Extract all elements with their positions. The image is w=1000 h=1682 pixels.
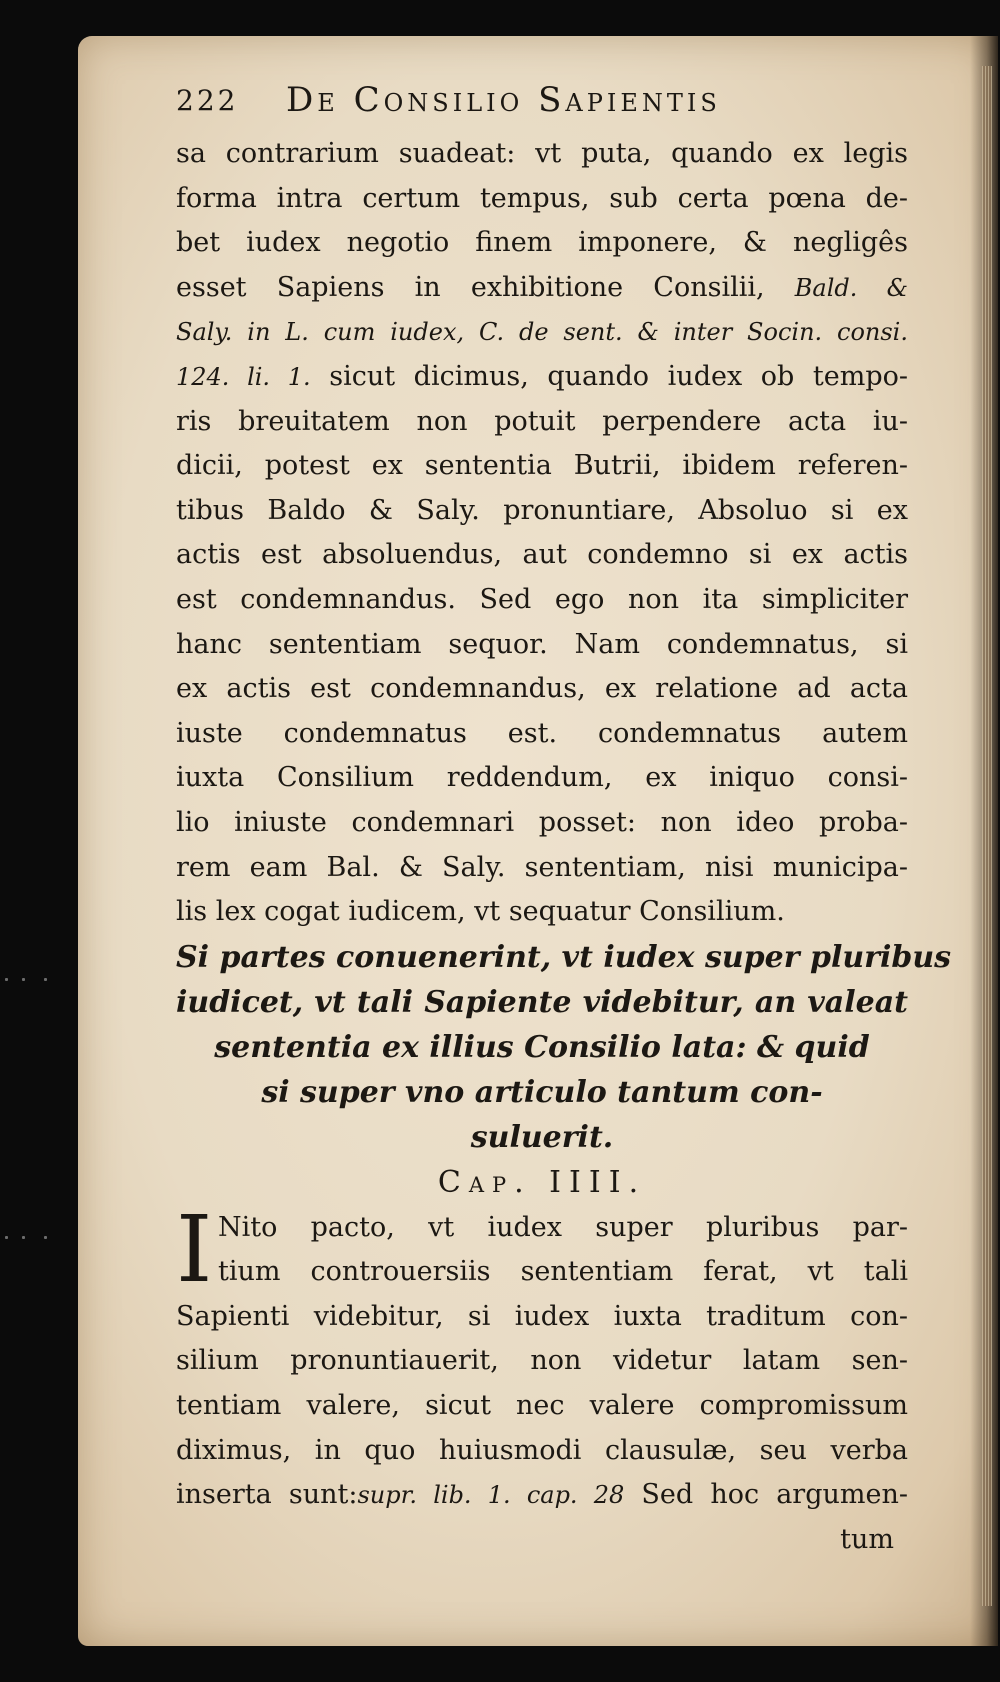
body-line: iuxta Consilium reddendum, ex iniquo consi-	[176, 762, 908, 794]
body-line	[176, 310, 908, 355]
body-line: silium pronuntiauerit, non videtur latam sen-	[176, 1345, 908, 1377]
body-line: hanc sententiam sequor. Nam condemnatus, si	[176, 628, 908, 660]
chapter-summary-line: iudicet, vt tali Sapiente videbitur, an valeat	[176, 984, 908, 1020]
dust-speck	[44, 978, 47, 981]
citation: Saly. in L. cum iudex, C. de sent. & inter Socin. consi.	[176, 318, 908, 347]
body-line	[176, 1473, 908, 1518]
body-line: diximus, in quo huiusmodi clausulæ, seu verba	[176, 1434, 908, 1466]
body-text: esset Sapiens in exhibitione Consilii,	[176, 271, 765, 303]
page-number: 222	[176, 84, 239, 117]
dust-speck	[22, 1236, 25, 1239]
text-block	[176, 80, 952, 1562]
body-text: sicut dicimus, quando iudex ob tempo-	[329, 360, 909, 392]
citation: supr. lib. 1. cap. 28	[357, 1481, 625, 1510]
body-text: Sed hoc argumen-	[641, 1479, 908, 1511]
body-line: Sapienti videbitur, si iudex iuxta traditum con-	[176, 1300, 908, 1332]
body-line	[176, 266, 908, 311]
body-line: tium controuersiis sententiam ferat, vt tali	[218, 1256, 908, 1288]
body-line: tibus Baldo & Saly. pronuntiare, Absoluo si ex	[176, 494, 908, 526]
body-line: iuste condemnatus est. condemnatus autem	[176, 717, 908, 749]
chapter-summary-line: si super vno articulo tantum con-	[261, 1074, 823, 1110]
page-edge-stack	[982, 66, 992, 1606]
drop-cap: I	[176, 1195, 213, 1303]
dust-speck	[44, 1236, 47, 1239]
chapter-heading: Cap. IIII.	[437, 1164, 647, 1200]
dust-speck	[22, 978, 25, 981]
body-line	[176, 355, 908, 400]
body-line: Nito pacto, vt iudex super pluribus par-	[218, 1211, 908, 1243]
body-line: actis est absoluendus, aut condemno si ex actis	[176, 539, 908, 571]
body-text: inserta sunt:	[176, 1479, 358, 1511]
chapter-opening	[176, 1195, 908, 1303]
chapter-summary-line: suluerit.	[470, 1119, 614, 1155]
running-title: De Consilio Sapientis	[286, 80, 721, 120]
chapter-summary-line: Si partes conuenerint, vt iudex super pluribus	[176, 939, 952, 975]
dust-speck	[5, 1236, 8, 1239]
dust-speck	[5, 978, 8, 981]
running-head	[176, 80, 908, 132]
body-line: lis lex cogat iudicem, vt sequatur Consilium.	[176, 896, 785, 928]
catchword: tum	[840, 1523, 894, 1555]
body-line: est condemnandus. Sed ego non ita simpliciter	[176, 583, 908, 615]
body-line: ex actis est condemnandus, ex relatione ad acta	[176, 673, 908, 705]
body-line: bet iudex negotio finem imponere, & negligês	[176, 227, 908, 259]
body-line: tentiam valere, sicut nec valere compromissum	[176, 1390, 908, 1422]
body-line: lio iniuste condemnari posset: non ideo proba-	[176, 806, 908, 838]
citation: 124. li. 1.	[176, 362, 311, 391]
body-line: forma intra certum tempus, sub certa pœna de-	[176, 182, 908, 214]
citation: Bald. &	[794, 273, 908, 302]
body-line: dicii, potest ex sententia Butrii, ibidem referen-	[176, 450, 908, 482]
chapter-summary-line: sententia ex illius Consilio lata: & quid	[214, 1029, 870, 1065]
body-line: rem eam Bal. & Saly. sententiam, nisi municipa-	[176, 851, 908, 883]
body-line: sa contrarium suadeat: vt puta, quando ex legis	[176, 138, 908, 169]
body-line: ris breuitatem non potuit perpendere acta iu-	[176, 405, 908, 437]
